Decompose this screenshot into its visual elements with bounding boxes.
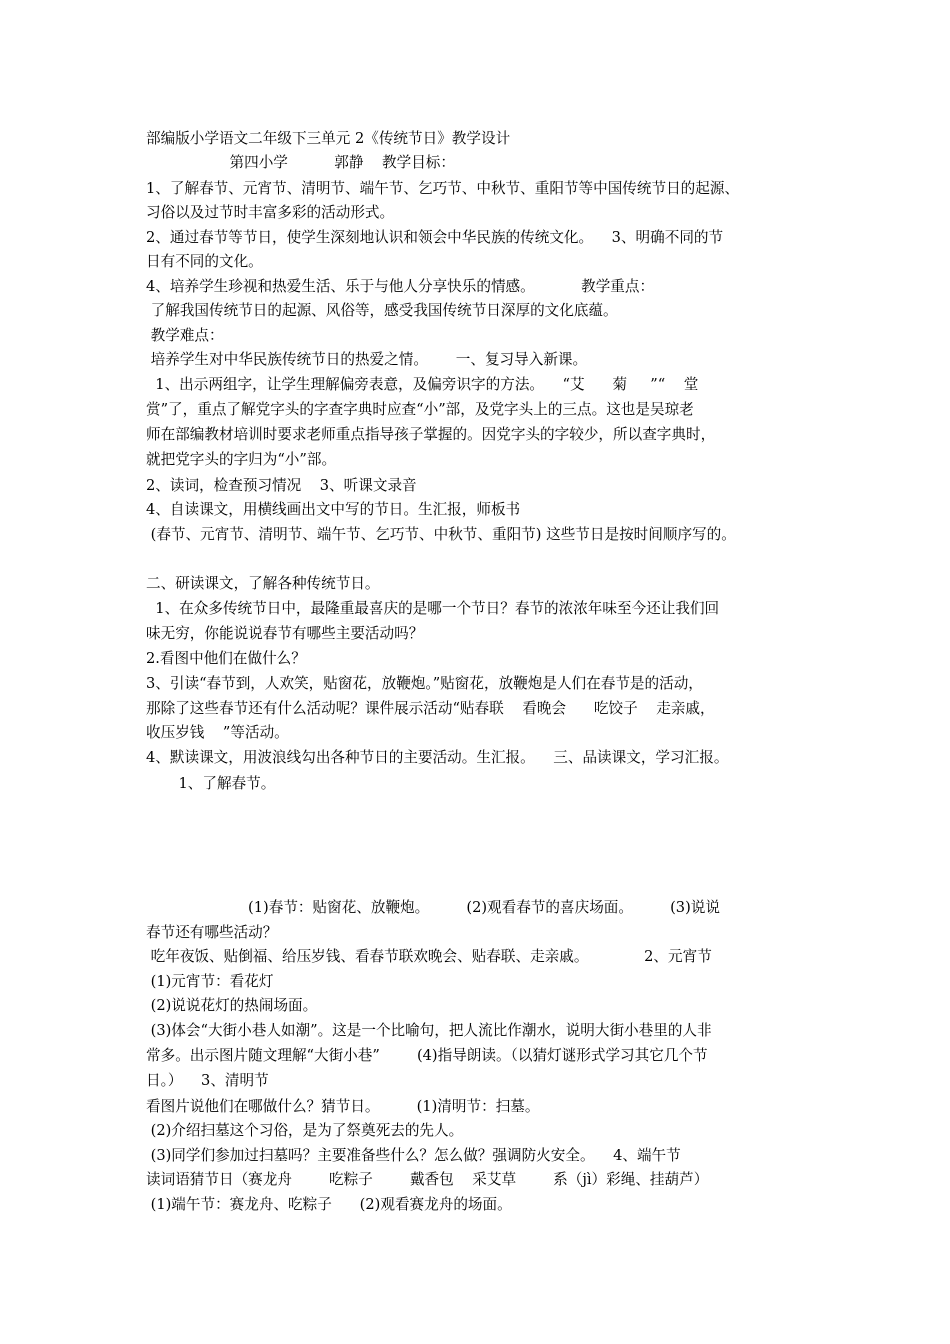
- text-line: (2)介绍扫墓这个习俗，是为了祭奠死去的先人。: [146, 1122, 464, 1139]
- text-line: (3)体会“大街小巷人如潮”。这是一个比喻句，把人流比作潮水，说明大街小巷里的人非: [146, 1022, 712, 1039]
- text-line: 读词语猜节日（赛龙舟 吃粽子 戴香包 采艾草 系（jì）彩绳、挂葫芦）: [146, 1171, 709, 1188]
- text-line: 日有不同的文化。: [146, 253, 263, 270]
- text-line: 就把党字头的字归为“小”部。: [146, 451, 337, 468]
- text-line: 2.看图中他们在做什么？: [146, 650, 306, 667]
- text-line: 教学难点：: [146, 327, 224, 344]
- text-line: 常多。出示图片随文理解“大街小巷” (4)指导朗读。（以猜灯谜形式学习其它几个节: [146, 1047, 708, 1064]
- text-line: 师在部编教材培训时要求老师重点指导孩子掌握的。因党字头的字较少，所以查字典时，: [146, 426, 716, 443]
- text-line: (1)元宵节：看花灯: [146, 973, 274, 990]
- text-line: 味无穷，你能说说春节有哪些主要活动吗？: [146, 625, 424, 642]
- text-line: 看图片说他们在哪做什么？猜节日。 (1)清明节：扫墓。: [146, 1098, 540, 1115]
- text-line: (春节、元宵节、清明节、端午节、乞巧节、中秋节、重阳节) 这些节日是按时间顺序写的。: [146, 526, 736, 543]
- text-line: 吃年夜饭、贴倒福、给压岁钱、看春节联欢晚会、贴春联、走亲戚。 2、元宵节: [146, 948, 712, 965]
- author-line: 第四小学 郭静 教学目标：: [146, 154, 455, 171]
- text-line: 培养学生对中华民族传统节日的热爱之情。 一、复习导入新课。: [146, 351, 588, 368]
- doc-title: 部编版小学语文二年级下三单元 2《传统节日》教学设计: [146, 130, 511, 147]
- text-line: 1、了解春节、元宵节、清明节、端午节、乞巧节、中秋节、重阳节等中国传统节日的起源、: [146, 180, 740, 197]
- text-line: 2、通过春节等节日，使学生深刻地认识和领会中华民族的传统文化。 3、明确不同的节: [146, 229, 724, 246]
- text-line: 赏”了，重点了解党字头的字查字典时应查“小”部，及党字头上的三点。这也是吴琼老: [146, 401, 694, 418]
- text-line: 3、引读“春节到，人欢笑，贴窗花，放鞭炮。”贴窗花，放鞭炮是人们在春节是的活动，: [146, 675, 703, 692]
- text-line: 收压岁钱 ”等活动。: [146, 724, 289, 741]
- text-line: 1、出示两组字，让学生理解偏旁表意，及偏旁识字的方法。 “艾 菊 ”“ 堂: [146, 376, 699, 393]
- text-line: 了解我国传统节日的起源、风俗等，感受我国传统节日深厚的文化底蕴。: [146, 302, 618, 319]
- text-line: 4、自读课文，用横线画出文中写的节日。生汇报，师板书: [146, 501, 521, 518]
- text-line: 4、默读课文，用波浪线勾出各种节日的主要活动。生汇报。 三、品读课文，学习汇报。: [146, 749, 729, 766]
- text-line: 习俗以及过节时丰富多彩的活动形式。: [146, 204, 395, 221]
- text-line: 1、在众多传统节日中，最隆重最喜庆的是哪一个节日？春节的浓浓年味至今还让我们回: [146, 600, 720, 617]
- text-line: 1、了解春节。: [146, 775, 276, 792]
- text-line: (1)春节：贴窗花、放鞭炮。 (2)观看春节的喜庆场面。 (3)说说: [146, 899, 720, 916]
- text-line: 那除了这些春节还有什么活动呢？课件展示活动“贴春联 看晚会 吃饺子 走亲戚，: [146, 700, 715, 717]
- text-line: (1)端午节：赛龙舟、吃粽子 (2)观看赛龙舟的场面。: [146, 1196, 512, 1213]
- text-line: 日。） 3、清明节: [146, 1072, 269, 1089]
- text-line: (3)同学们参加过扫墓吗？主要准备些什么？怎么做？强调防火安全。 4、端午节: [146, 1147, 681, 1164]
- text-line: 春节还有哪些活动？: [146, 924, 278, 941]
- text-line: (2)说说花灯的热闹场面。: [146, 997, 318, 1014]
- text-line: 4、培养学生珍视和热爱生活、乐于与他人分享快乐的情感。 教学重点：: [146, 278, 655, 295]
- section-heading: 二、研读课文，了解各种传统节日。: [146, 575, 380, 592]
- text-line: 2、读词，检查预习情况 3、听课文录音: [146, 477, 417, 494]
